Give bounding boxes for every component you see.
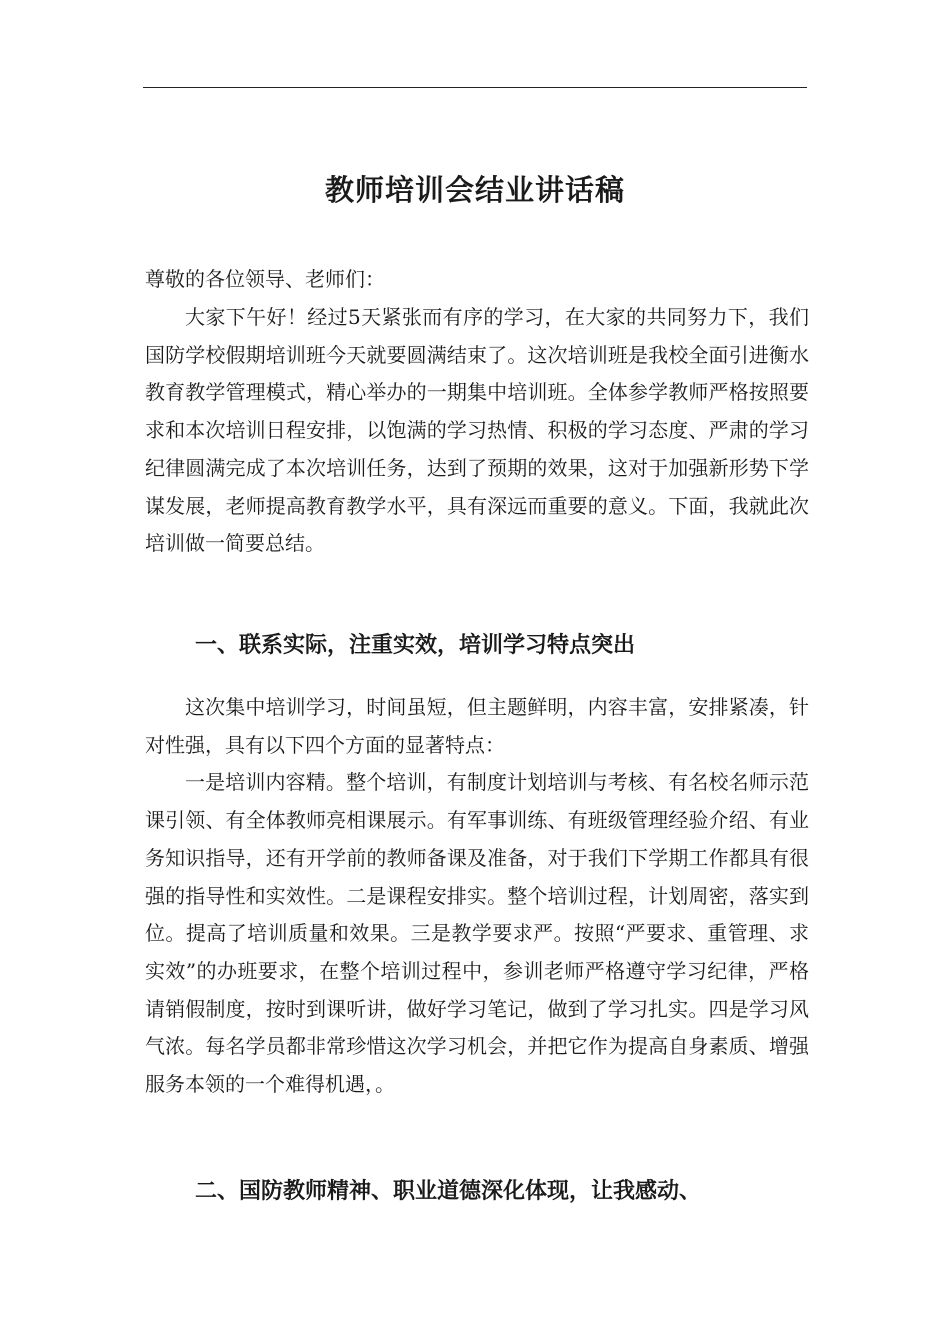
section-1-body — [145, 689, 809, 1104]
section-heading-1: 一、联系实际，注重实效，培训学习特点突出 — [195, 633, 636, 658]
salutation: 尊敬的各位领导、老师们： — [145, 267, 385, 291]
section-1-paragraph-features: 一是培训内容精。整个培训，有制度计划培训与考核、有名校名师示范课引领、有全体教师亮相课展示。有军事训练、有班级管理经验介绍、有业务知识指导，还有开学前的教师备课及准备，对于我们下学期工作都具有很强的指导性和实效性。二是课程安排实。整个培训过程，计划周密，落实到位。提高了培训质量和效果。三是教学要求严。按照“严要求、重管理、求实效”的办班要求，在整个培训过程中，参训老师严格遵守学习纪律，严格请销假制度，按时到课听讲，做好学习笔记，做到了学习扎实。四是学习风气浓。每名学员都非常珍惜这次学习机会，并把它作为提高自身素质、增强服务本领的一个难得机遇，。 — [145, 770, 809, 1097]
header-rule — [143, 87, 807, 88]
section-heading-2: 二、国防教师精神、职业道德深化体现，让我感动、 — [195, 1179, 702, 1204]
document-title: 教师培训会结业讲话稿 — [324, 173, 625, 207]
section-1-paragraph-intro: 这次集中培训学习，时间虽短，但主题鲜明，内容丰富，安排紧凑，针对性强，具有以下四个方面的显著特点： — [145, 695, 809, 757]
intro-paragraph: 大家下午好！经过5天紧张而有序的学习，在大家的共同努力下，我们国防学校假期培训班今天就要圆满结束了。这次培训班是我校全面引进衡水教育教学管理模式，精心举办的一期集中培训班。全体参学教师严格按照要求和本次培训日程安排，以饱满的学习热情、积极的学习态度、严肃的学习纪律圆满完成了本次培训任务，达到了预期的效果，这对于加强新形势下学谋发展，老师提高教育教学水平，具有深远而重要的意义。下面，我就此次培训做一简要总结。 — [145, 305, 809, 556]
